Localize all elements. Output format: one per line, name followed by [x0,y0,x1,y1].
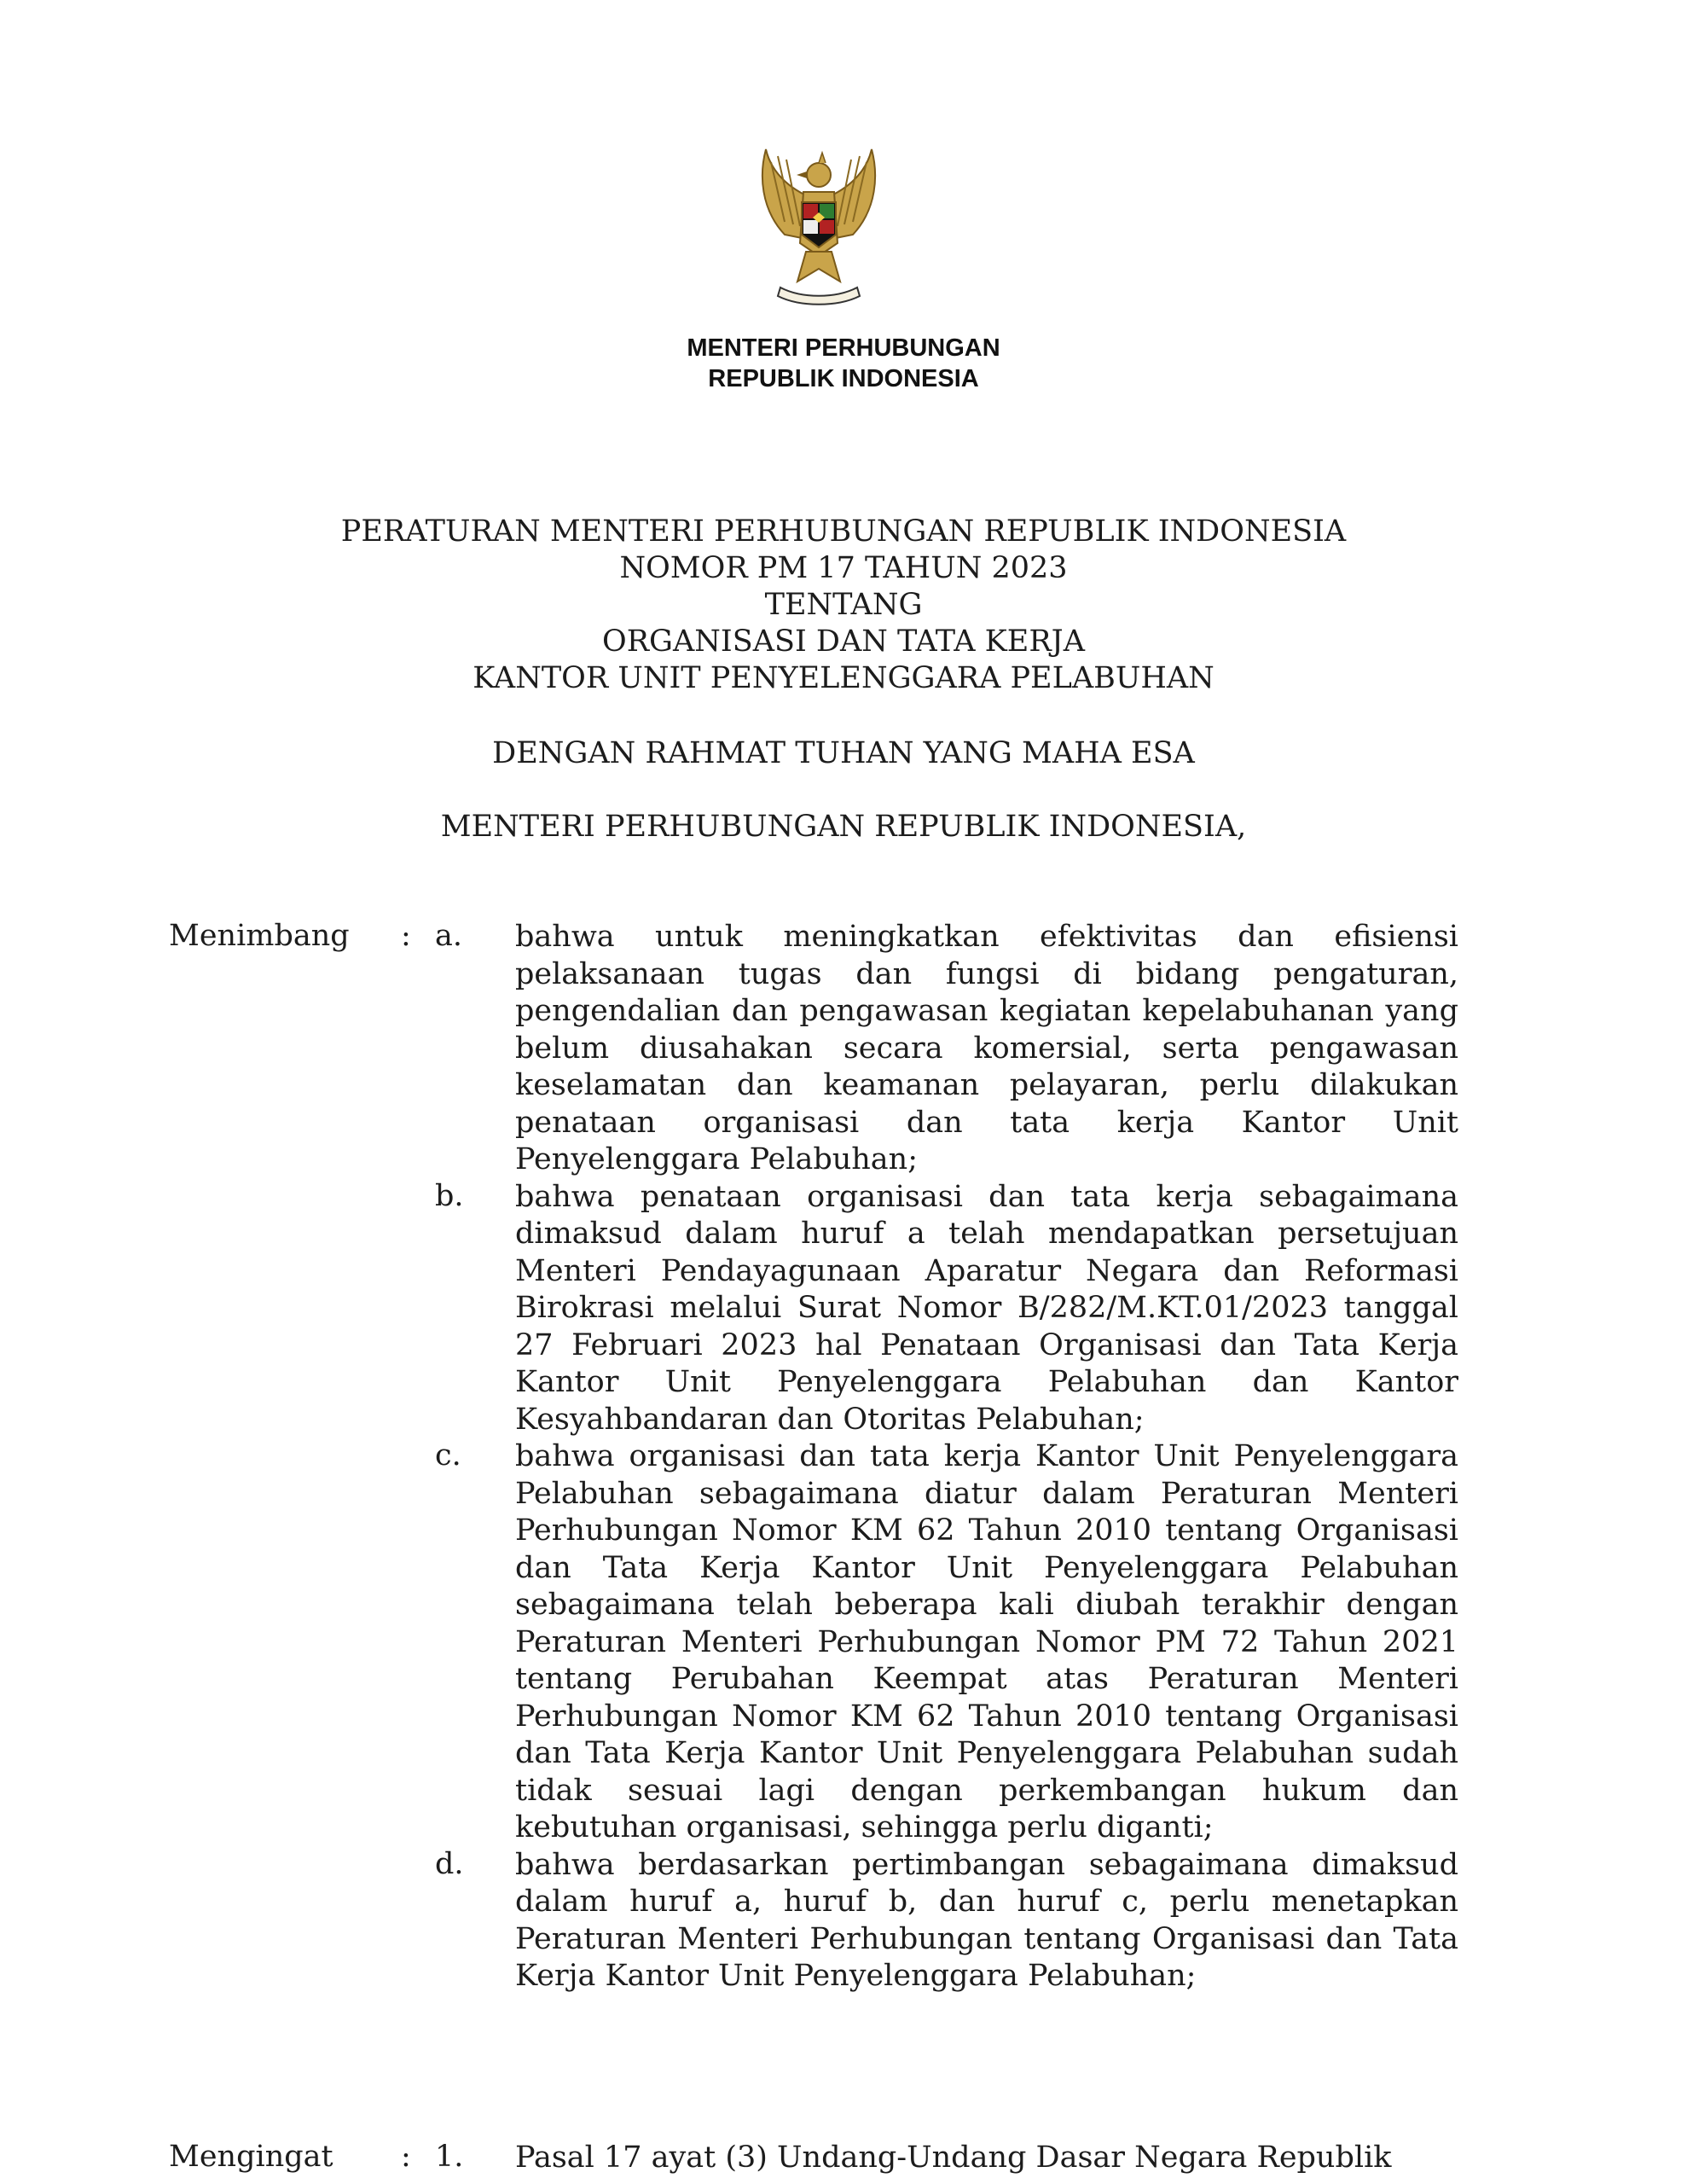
mengingat-colon: : [401,2140,411,2174]
mengingat-section [169,2140,1465,2177]
header-line-1: MENTERI PERHUBUNGAN [687,334,1000,362]
title-line-1: PERATURAN MENTERI PERHUBUNGAN REPUBLIK INDONESIA [340,514,1347,549]
item-text: bahwa untuk meningkatkan efektivitas dan efisiensi pelaksanaan tugas dan fungsi di bidang pengaturan, pengendalian dan pengawasan kegiatan kepelabuhanan yang belum diusahakan secara komersial, serta pengawasan keselamatan dan keamanan pelayaran, perlu dilakukan penataan organisasi dan tata kerja Kantor Unit Penyelenggara Pelabuhan; [515,920,1458,1176]
item-letter: 1. [435,2140,464,2174]
menimbang-colon: : [401,919,411,953]
item-text: bahwa penataan organisasi dan tata kerja sebagaimana dimaksud dalam huruf a telah mendapatkan persetujuan Menteri Pendayagunaan Aparatur Negara dan Reformasi Birokrasi melalui Surat Nomor B/282/M.KT.01/2023 tanggal 27 Februari 2023 hal Penataan Organisasi dan Tata Kerja Kantor Unit Penyelenggara Pelabuhan dan Kantor Kesyahbandaran dan Otoritas Pelabuhan; [515,1179,1458,1437]
menimbang-item-d [169,1847,1465,1995]
menimbang-item-a [169,919,1465,1179]
item-text: Pasal 17 ayat (3) Undang-Undang Dasar Negara Republik [515,2140,1392,2175]
item-letter: a. [435,919,462,953]
item-text: bahwa berdasarkan pertimbangan sebagaimana dimaksud dalam huruf a, huruf b, dan huruf c, perlu menetapkan Peraturan Menteri Perhubungan tentang Organisasi dan Tata Kerja Kantor Unit Penyelenggara Pelabuhan; [515,1847,1458,1993]
item-letter: d. [435,1846,464,1881]
header-line-2: REPUBLIK INDONESIA [708,365,979,392]
item-letter: c. [435,1438,461,1472]
title-line-5: KANTOR UNIT PENYELENGGARA PELABUHAN [472,661,1215,695]
menimbang-section [169,919,1465,1995]
mengingat-item-1 [169,2140,1465,2177]
garuda-emblem-icon [733,141,904,311]
menimbang-item-c [169,1438,1465,1847]
title-line-3: TENTANG [764,588,923,622]
menimbang-label: Menimbang [169,919,350,953]
opening-line-1: DENGAN RAHMAT TUHAN YANG MAHA ESA [492,736,1195,770]
title-line-4: ORGANISASI DAN TATA KERJA [602,624,1085,659]
title-line-2: NOMOR PM 17 TAHUN 2023 [619,551,1068,585]
item-text: bahwa organisasi dan tata kerja Kantor Unit Penyelenggara Pelabuhan sebagaimana diatur dalam Peraturan Menteri Perhubungan Nomor KM 62 Tahun 2010 tentang Organisasi dan Tata Kerja Kantor Unit Penyelenggara Pelabuhan sebagaimana telah beberapa kali diubah terakhir dengan Peraturan Menteri Perhubungan Nomor PM 72 Tahun 2021 tentang Perubahan Keempat atas Peraturan Menteri Perhubungan Nomor KM 62 Tahun 2010 tentang Organisasi dan Tata Kerja Kantor Unit Penyelenggara Pelabuhan sudah tidak sesuai lagi dengan perkembangan hukum dan kebutuhan organisasi, sehingga perlu diganti; [515,1439,1458,1844]
menimbang-item-b [169,1179,1465,1439]
item-letter: b. [435,1178,464,1213]
regulation-title [0,514,1687,697]
ministry-header [0,333,1687,394]
mengingat-label: Mengingat [169,2140,333,2174]
opening-line-2: MENTERI PERHUBUNGAN REPUBLIK INDONESIA, [440,810,1247,844]
